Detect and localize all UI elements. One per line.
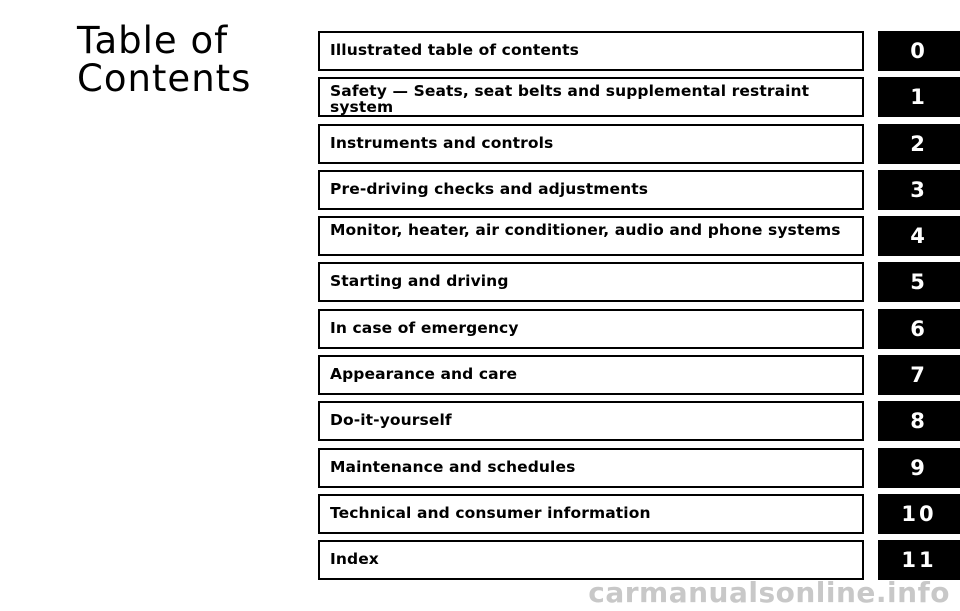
toc-list [318,31,960,587]
toc-entry-label: Illustrated table of contents [330,41,579,59]
toc-entry-4[interactable] [318,216,960,256]
chapter-tab[interactable]: 10 [878,494,960,534]
toc-entry-box[interactable] [318,401,864,441]
toc-entry-9[interactable] [318,448,960,488]
toc-entry-label: Index [330,550,379,569]
chapter-tab[interactable]: 5 [878,262,960,302]
toc-entry-10[interactable] [318,494,960,534]
toc-entry-3[interactable] [318,170,960,210]
toc-entry-label: Appearance and care [330,365,518,384]
chapter-tab[interactable]: 11 [878,540,960,580]
toc-entry-5[interactable] [318,262,960,302]
toc-entry-box[interactable] [318,355,864,395]
toc-entry-11[interactable] [318,540,960,580]
toc-entry-box[interactable] [318,448,864,488]
toc-entry-6[interactable] [318,309,960,349]
chapter-tab[interactable]: 8 [878,401,960,441]
chapter-tab[interactable]: 3 [878,170,960,210]
chapter-tab[interactable]: 9 [878,448,960,488]
toc-entry-box[interactable] [318,77,864,117]
chapter-tab[interactable]: 0 [878,31,960,71]
toc-entry-label: Maintenance and schedules [330,457,576,476]
toc-entry-8[interactable] [318,401,960,441]
toc-entry-box[interactable] [318,124,864,164]
watermark-text: carmanualsonline.info [588,576,950,609]
toc-entry-box[interactable] [318,170,864,210]
chapter-tab[interactable]: 2 [878,124,960,164]
chapter-tab[interactable]: 1 [878,77,960,117]
toc-entry-0[interactable] [318,31,960,71]
toc-entry-2[interactable] [318,124,960,164]
toc-entry-box[interactable] [318,262,864,302]
chapter-tab[interactable]: 7 [878,355,960,395]
chapter-tab[interactable]: 4 [878,216,960,256]
toc-entry-label: Safety — Seats, seat belts and supplemental restraint system [330,82,810,117]
toc-entry-label: Technical and consumer information [330,503,651,522]
toc-entry-box[interactable] [318,309,864,349]
toc-entry-label: Do-it-yourself [330,411,452,430]
toc-entry-box[interactable] [318,540,864,580]
toc-entry-box[interactable] [318,31,864,71]
page-title: Table of Contents [77,19,252,100]
toc-entry-label: Pre-driving checks and adjustments [330,179,649,198]
toc-entry-1[interactable] [318,77,960,117]
toc-entry-label: Monitor, heater, air conditioner, audio and phone systems [330,221,841,240]
toc-entry-label: In case of emergency [330,318,519,337]
toc-entry-label: Instruments and controls [330,133,554,152]
chapter-tab[interactable]: 6 [878,309,960,349]
toc-entry-box[interactable] [318,494,864,534]
toc-entry-7[interactable] [318,355,960,395]
toc-entry-label: Starting and driving [330,272,509,291]
toc-entry-box[interactable] [318,216,864,256]
